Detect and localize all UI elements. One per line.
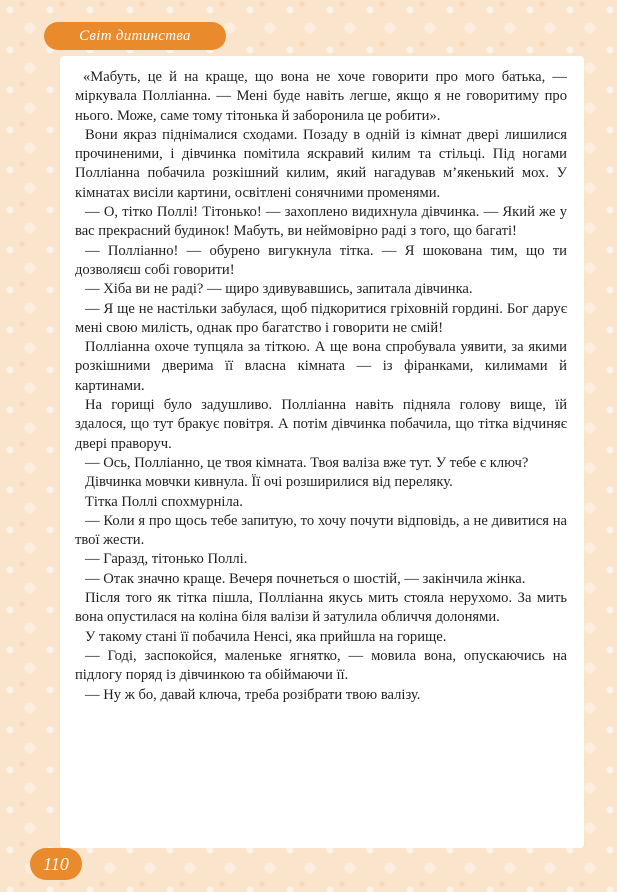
paragraph: — Коли я про щось тебе запитую, то хочу почути відповідь, а не дивитися на твої жести.	[75, 512, 567, 549]
page-number-badge	[30, 848, 82, 880]
paragraph: — Ну ж бо, давай ключа, треба розібрати твою валізу.	[85, 686, 421, 703]
paragraph: Дівчинка мовчки кивнула. Її очі розширилися від переляку.	[85, 474, 453, 491]
paragraph: Після того як тітка пішла, Поллiанна якусь мить стояла нерухомо. За мить вона опустилася на коліна біля валізи й затулила обличчя долонями.	[75, 590, 567, 626]
section-title: Світ дитинства	[79, 27, 191, 44]
section-title-tab	[44, 22, 226, 50]
paragraph: — Гаразд, тітонько Поллі.	[85, 551, 248, 568]
paragraph: Поллiанна охоче тупцяла за тіткою. А ще вона спробувала уявити, за якими розкішними дверима її власна кімната — із фіранками, килимами й картинами.	[75, 339, 567, 394]
page-number: 110	[43, 853, 69, 874]
paragraph: — Отак значно краще. Вечеря почнеться о шостій, — закінчила жінка.	[85, 570, 526, 587]
story-text	[75, 68, 567, 705]
paragraph: — О, тітко Поллі! Тітонько! — захоплено видихнула дівчинка. — Який же у вас прекрасний будинок! Мабуть, ви неймовірно раді з того, що багаті!	[75, 204, 567, 240]
paragraph: У такому стані її побачила Ненсі, яка прийшла на горище.	[85, 628, 447, 645]
paragraph: Вони якраз піднімалися сходами. Позаду в одній із кімнат двері лишилися прочиненими, і дівчинка помітила яскравий килим та стільці. Під ногами Поллiанна побачила розкішний килим, який нагадував м’якенький мох. У кімнатах висіли картини, освітлені сонячними променями.	[75, 126, 567, 201]
paragraph: — Ось, Поллiанно, це твоя кімната. Твоя валіза вже тут. У тебе є ключ?	[85, 454, 529, 471]
paragraph: — Поллiанно! — обурено вигукнула тітка. — Я шокована тим, що ти дозволяєш собі говорити!	[75, 242, 567, 278]
paragraph: — Годі, заспокойся, маленьке ягнятко, — мовила вона, опускаючись на підлогу поряд із дівчинкою та обіймаючи її.	[75, 647, 567, 684]
paragraph: На горищі було задушливо. Поллiанна навіть підняла голову вище, їй здалося, що тут бракує повітря. А потім дівчинка побачила, що тітка відчиняє двері праворуч.	[75, 397, 567, 452]
paragraph: — Хіба ви не раді? — щиро здивувавшись, запитала дівчинка.	[85, 281, 473, 298]
paragraph: «Мабуть, це й на краще, що вона не хоче говорити про мого батька, — міркувала Поллiанна. — Мені буде навіть легше, якщо я не говоритиму про нього. Може, саме тому тітонька й заборонила це робити».	[75, 69, 567, 124]
paragraph: Тітка Поллі спохмурніла.	[85, 493, 243, 510]
paragraph: — Я ще не настільки забулася, щоб підкоритися гріховній гордині. Бог дарує мені свою милість, однак про багатство і говорити не смій!	[75, 300, 567, 336]
